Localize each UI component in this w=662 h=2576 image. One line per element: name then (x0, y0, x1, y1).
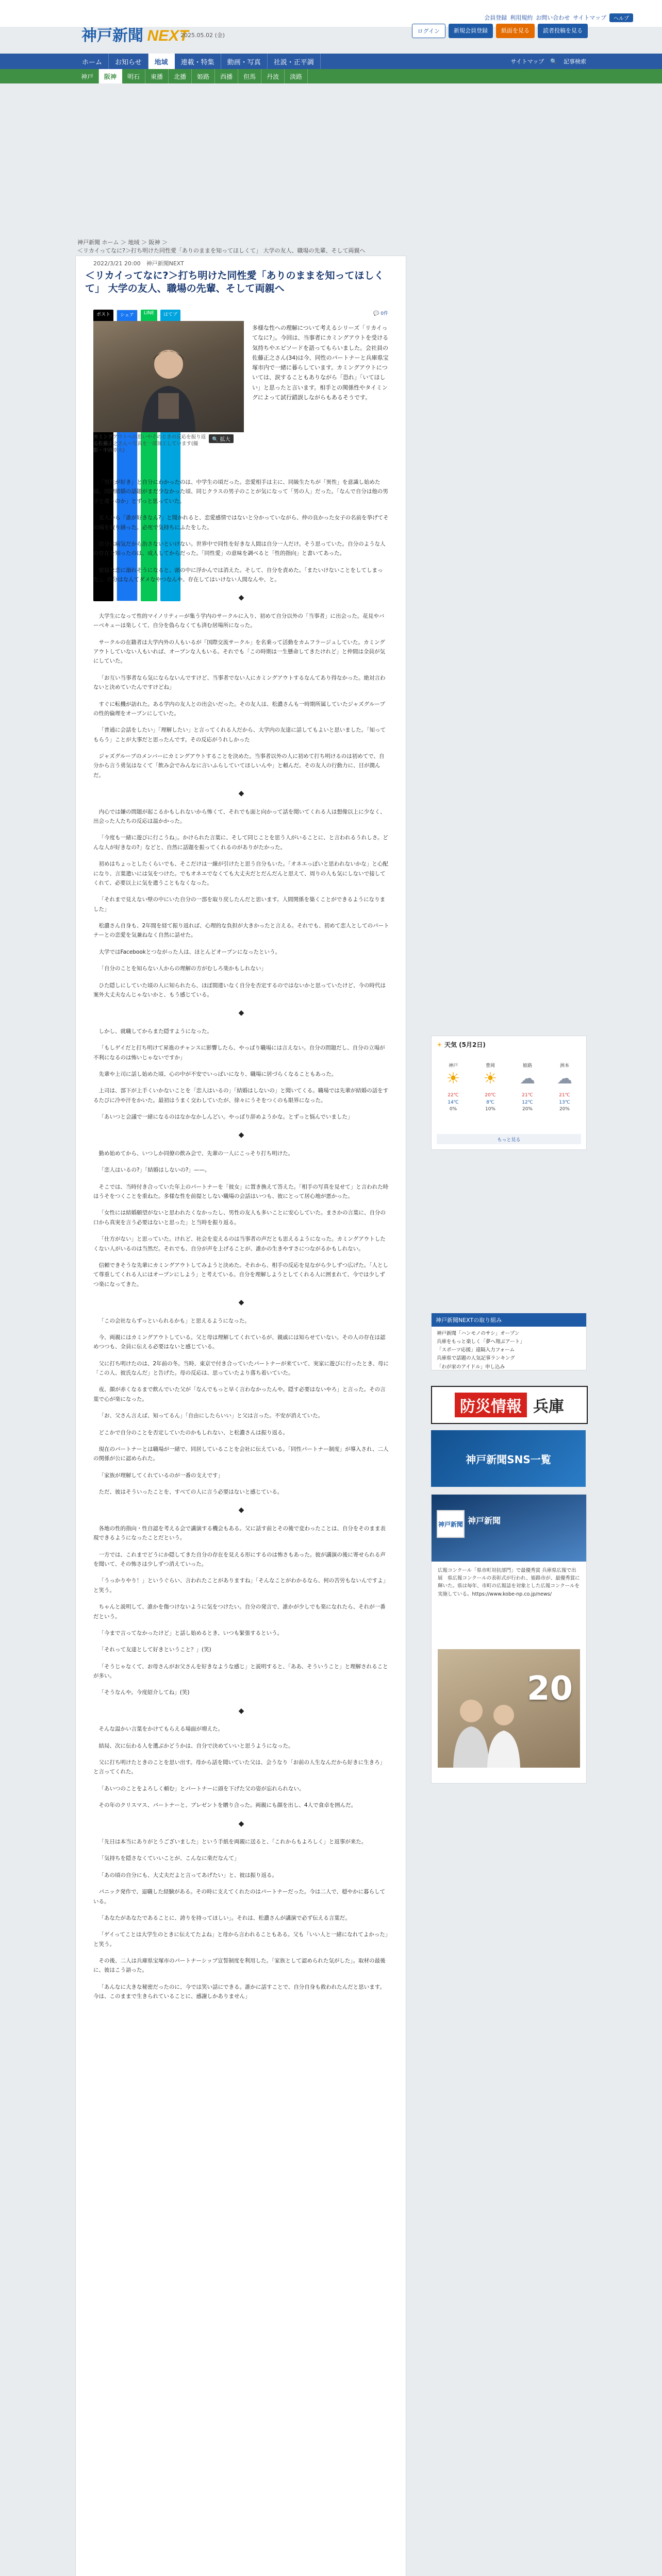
sns-list-banner[interactable] (431, 1430, 586, 1487)
photo-zoom-button[interactable] (209, 434, 234, 443)
article-paragraph: 上司は、部下が上手くいかないことを「恋人はいるの」「結婚はしないの」と聞いてくる。職場では先輩が結婚の話をするたびに冷や汗をかいた。最初はうまく交わしていたが、徐々にうそをつくのも限界になった。 (93, 1088, 389, 1104)
weather-city: 洲本 (559, 1063, 569, 1069)
photo-caption: カミングアウトへの思いやそのときの反応を振り返る佐藤正之さん＝写真を一部加工しています(撮影・中西幸大) (93, 434, 206, 453)
weather-city: 豊岡 (485, 1063, 495, 1069)
facebook-post-image[interactable] (438, 1649, 580, 1768)
subnav-awaji[interactable]: 淡路 (285, 69, 308, 83)
article-paragraph: 「お互い当事者なら気にならないんですけど、当事者でない人にカミングアウトするなんてあり得なかった。絶対言わないと決めていたんですけどね」 (93, 674, 386, 691)
weather-high: 22℃ (448, 1093, 459, 1098)
article-paragraph: その後、二人は兵庫県宝塚市のパートナーシップ宣誓制度を利用した。「家族として認められた気がした」。取材の最後に、彼はこう語った。 (93, 1958, 386, 1974)
article-paragraph: ただ、彼はそういったことを、すべての人に言う必要はないと感じている。 (98, 1489, 283, 1495)
article-paragraph: 密接な恋に溺れそうになると、頭の中に浮かんでは消えた。そして、自分を責めた。「またいけないことをしてしまった」。自分はなんてダメなやつなんや。存在してはいけない人間なんや、と。 (93, 567, 383, 583)
weather-col-toyooka[interactable] (474, 1062, 507, 1113)
cloud-icon: ☁ (520, 1070, 535, 1088)
weather-columns (437, 1062, 581, 1113)
site-logo[interactable] (81, 23, 189, 45)
article-paragraph: 先輩や上司に話し始めた頃、心の中が不安でいっぱいになり、職場に居づらくなることもあった。 (98, 1071, 337, 1077)
article-paragraph: どこかで自分のことを否定していたのかもしれない、と松濃さんは振り返る。 (98, 1429, 288, 1436)
sns-list-label: 神戸新聞SNS一覧 (466, 1453, 551, 1466)
article-paragraph: その年のクリスマス、パートナーと、プレゼントを贈り合った。両親にも顔を出し、4人で食卓を囲んだ。 (98, 1802, 357, 1809)
article-paragraph: パニック発作で、退職した経験がある。その時に支えてくれたのはパートナーだった。今は二人で、穏やかに暮らしている。 (93, 1889, 386, 1905)
article-photo[interactable] (93, 321, 244, 432)
article-paragraph: 夜、顔が赤くなるまで飲んでいた父が「なんでもっと早く言わなかったんや。隠す必要はないやろ」と言った。その言葉で心が楽になった。 (93, 1386, 386, 1402)
register-button[interactable]: 新規会員登録 (449, 24, 493, 38)
reader-post-button[interactable]: 読者投稿を見る (538, 24, 588, 38)
zoom-icon: 🔍 (212, 437, 219, 443)
article-paragraph: すぐに転機が訪れた。ある学内の友人との出会いだった。その友人は、松濃さんも一時期所属していたジャズグループの性的倫理をオープンにしていた。 (93, 701, 385, 717)
nav-notices[interactable]: お知らせ (109, 54, 148, 69)
share-x-button[interactable]: ポスト (93, 310, 113, 601)
top-strip (0, 0, 662, 8)
article-paragraph: 「仕方がない」と思っていた。けれど、社会を変えるのは当事者の声だとも思えるようになった。カミングアウトしたくない人がいるのは当然だ。それでも、自分が声を上げることが、誰かの生きやすさにつながるかもしれない。 (93, 1236, 386, 1252)
subnav-akashi[interactable]: 明石 (122, 69, 145, 83)
nav-region[interactable]: 地域 (148, 54, 175, 69)
article-paragraph: 父に打ち明けたときのことを思い出す。母から話を聞いていた父は、会うなり「お前の人生なんだから好きに生きろ」と言ってくれた。 (93, 1759, 386, 1775)
facebook-embed (431, 1494, 587, 1784)
article-paragraph: 「それまで見えない壁の中にいた自分の一部を取り戻したんだと思います。人間関係を築くことができるようになりました」 (93, 896, 386, 912)
zoom-label: 拡大 (220, 437, 230, 443)
sun-icon: ☀ (483, 1070, 498, 1088)
paper-view-button[interactable]: 紙面を見る (496, 24, 535, 38)
comment-count[interactable] (373, 310, 388, 316)
initiatives-item[interactable]: 兵庫県で話題の人気記事ランキング (437, 1355, 515, 1362)
article-paragraph: ジャズグループのメンバーにカミングアウトすることを決めた。当事者以外の人に初めて打ち明けるのは初めてで、自分から言う勇気はなくて「飲み会でみんなに言いふらしていてほしいんや」と頼んだ。その友人の行動力に、目が潤んだ。 (93, 753, 385, 778)
article-paragraph: 「それって友達として好きということ？」(笑) (98, 1647, 211, 1653)
article-paragraph: 「あいつのことをよろしく頼む」とパートナーに頭を下げた父の姿が忘れられない。 (98, 1785, 305, 1792)
article-body (93, 478, 389, 2011)
section-divider: ◆ (238, 789, 244, 798)
weather-high: 20℃ (485, 1093, 496, 1098)
comment-count-label: 0件 (380, 311, 388, 316)
article-paragraph: 「もしゲイだと打ち明けて昇進のチャンスに影響したら、やっぱり職場には言えない。自分の問題だし、自分の立場が不利になるのは怖いじゃないですか」 (93, 1045, 385, 1061)
article-paragraph: 「この会社ならずっといられるかも」と思えるようになった。 (98, 1317, 250, 1324)
article-paragraph: 「先日は本当にありがとうございました」という手紙を両親に送ると、「これからもよろしく」と返事が来た。 (98, 1839, 367, 1845)
sun-icon: ☀ (446, 1070, 460, 1088)
article-paragraph: 「普通に会話をしたい」「理解したい」と言ってくれる人だから、大学内の友達に話してもよいと思いました。「知ってもらう」ことが大事だと思ったんです。その反応がうれしかった (93, 727, 386, 743)
article-title: ＜リカイってなに?＞打ち明けた同性愛「ありのままを知ってほしくて」 大学の友人、職場の先輩、そして両親へ (85, 270, 384, 294)
utility-link-terms[interactable]: 利用規約 (510, 14, 533, 21)
weather-more-link[interactable]: もっと見る (437, 1134, 581, 1144)
nav-search[interactable]: 記事検索 (564, 58, 586, 65)
article-paragraph: そんな温かい言葉をかけてもらえる場面が増えた。 (98, 1726, 223, 1733)
facebook-page-name[interactable]: 神戸新聞 (468, 1516, 501, 1526)
header-actions (412, 24, 588, 38)
article-paragraph: 「家族が理解してくれているのが一番の支えです」 (98, 1472, 223, 1479)
subnav-tajima[interactable]: 但馬 (238, 69, 261, 83)
article-paragraph: 「うっかりやり！」というぐらい、言われたことがありますね」「そんなことがわかるなら、何の苦労もないんですよ」と笑う。 (93, 1578, 389, 1594)
weather-city: 神戸 (448, 1063, 458, 1069)
article-card (75, 256, 406, 2576)
logo-main: 神戸新聞 (81, 27, 143, 44)
subnav-himeji[interactable]: 姫路 (192, 69, 215, 83)
initiatives-list (432, 1330, 586, 1371)
article-paragraph: 「恋人はいるの?」「結婚はしないの?」——。 (98, 1167, 210, 1174)
disaster-info-banner[interactable] (431, 1386, 588, 1424)
article-paragraph: しかし、就職してからまた隠すようになった。 (98, 1028, 212, 1035)
facebook-post-text: 広報コンクール「県市町対抗部門」で最優秀賞 兵庫県広報で出展 県広報コンクールの表彰式が行われ、姫路市が、最優秀賞に輝いた。県は毎年、市町の広報誌を対象とした広報コンクールを実施している。https://www.kobe-np.co.jp/news/ (438, 1568, 580, 1597)
weather-widget (431, 1036, 587, 1150)
section-divider: ◆ (238, 1131, 244, 1140)
article-paragraph: 「あいつと会議で一緒になるのはなかなかしんどい。やっぱり辞めようかな。とずっと悩んでいました」 (98, 1114, 353, 1120)
disaster-info-region: 兵庫 (533, 1398, 564, 1416)
weather-temps (474, 1092, 507, 1113)
utility-link-register[interactable]: 会員登録 (484, 14, 507, 21)
weather-rain: 10% (485, 1107, 495, 1112)
article-paragraph: 松濃さん自身も、2年間を経て振り返れば、心理的な負担が大きかったと言える。それでも、初めて恋人としてのパートナーとの恋愛を気兼ねなく自然に話せた。 (93, 923, 389, 939)
article-paragraph: 「今まで言ってなかったけど」と話し始めるとき、いつも緊張するという。 (98, 1630, 283, 1636)
utility-link-inquiry[interactable]: お問い合わせ (536, 14, 570, 21)
site-header (77, 20, 588, 50)
article-paragraph: 各地の性的指向・性自認を考える会で講演する機会もある。父に話す前とその後で変わったことは、自分をそのまま表現できるようになったことだという。 (93, 1525, 386, 1541)
initiatives-item[interactable]: 兵庫をもっと楽しく「夢へ翔ぶアート」 (437, 1339, 525, 1345)
article-paragraph: 一方では、これまでどうにか隠してきた自分の存在を見える形にするのは怖さもあった。彼が講演の後に寄せられる声を聞いて、その怖さは少しずつ消えていった。 (93, 1551, 386, 1567)
initiatives-item[interactable]: 神戸新聞「ハンモノのサシ」オープン (437, 1331, 520, 1336)
section-divider: ◆ (238, 1009, 244, 1018)
article-paragraph: そこでは、当時付き合っていた年上のパートナーを「彼女」に置き換えて答えた。「相手の写真を見せて」と言われた時はうそをつくことを重ねた。多様な性を前提としない職場の会話はいつも、彼にとって居心地が悪かった。 (93, 1183, 389, 1199)
article-paragraph: 初めはちょっとしたくらいでも、そこだけは一線が引けたと思う自分もいた。「オネエっぽいと思われないかな」と心配になり、言葉遣いには気をつけた。でもオネエでなくても大丈夫だとだんだんと思えて、周りの人も気にしないで接してくれて、必要以上に気を遣うこともなくなった。 (93, 861, 388, 886)
article-paragraph: 「気持ちを隠さなくていいことが、こんなに楽だなんて」 (98, 1855, 240, 1862)
article-paragraph: 今、両親にはカミングアウトしている。父と母は理解してくれているが、親戚には知らせていない。その人の存在は認めつつも、全員に伝える必要はないと感じている。 (93, 1334, 386, 1350)
article-paragraph: サークルの在籍者は大学内外の人もいるが「国際交流サークル」を名乗って活動をカムフラージュしていた。カミングアウトしていない人もいれば、オープンな人もいる。それでも「この時期は一生懸命してきたけれど」と仲間は全員が気にしていた。 (93, 639, 386, 665)
initiatives-item[interactable]: 「スポーツ応援」遠隔入力フォーム (437, 1347, 515, 1353)
article-paragraph: 内心では嫌の問題が起こるかもしれないから怖くて、それでも面と向かって話を聞いてくれる人は想像以上に少なく、出会った人たちの反応は温かかった。 (93, 808, 386, 824)
section-divider: ◆ (238, 1298, 244, 1307)
article-lead: 多様な性への理解について考えるシリーズ「リカイってなに?」。今回は、当事者にカミングアウトを受ける気持ちやエピソードを語ってもらいました。会社員の佐藤正之さん(34)は今、同性のパートナーと兵庫県宝塚市内で一緒に暮らしています。カミングアウトについては、涙することもありながら「恐れ」「いてほしい」と思ったと言います。相手との関係性やタイミングによって試行錯誤しながらもあるそうです。 (252, 325, 389, 401)
article-paragraph: 大学生になって性的マイノリティーが集う学内のサークルに入り、初めて自分以外の「当事者」に出会った。花見やバーベキューは楽しくて、自分を偽らなくても済む居場所になった。 (93, 613, 385, 629)
login-button[interactable]: ログイン (412, 24, 445, 38)
nav-series[interactable]: 連載・特集 (175, 54, 221, 69)
search-icon[interactable]: 🔍 (550, 58, 557, 65)
subnav-tamba[interactable]: 丹波 (261, 69, 285, 83)
main-nav (0, 54, 662, 69)
weather-rain: 20% (522, 1107, 533, 1112)
article-paragraph: 自分は病気だから治さないといけない。世界中で同性を好きな人間は自分一人だけ。そう思っていた。自分のような人の存在を知ったのは、成人してからだった。「同性愛」の意味を調べると「性的指向」と書いてあった。 (93, 540, 386, 557)
article-date: 2022/3/21 20:00 神戸新聞NEXT (93, 260, 184, 267)
utility-link-sitemap[interactable]: サイトマップ (573, 14, 606, 21)
nav-video-photo[interactable]: 動画・写真 (221, 54, 268, 69)
initiatives-item[interactable]: 「わが家のアイドル」申し込み (437, 1364, 505, 1370)
facebook-cover[interactable] (432, 1495, 586, 1562)
weather-low: 13℃ (559, 1099, 570, 1105)
header-date: 2025.05.02 (金) (180, 32, 225, 39)
weather-low: 8℃ (486, 1099, 494, 1105)
weather-high: 21℃ (559, 1093, 570, 1098)
facebook-image-number: 20 (526, 1670, 573, 1708)
share-facebook-button[interactable]: シェア (117, 310, 138, 601)
nav-home[interactable]: ホーム (76, 54, 109, 69)
facebook-avatar[interactable]: 神戸新聞 (437, 1510, 465, 1538)
weather-high: 21℃ (522, 1093, 533, 1098)
article-paragraph: 「あなたがあなたであることに、誇りを持ってほしい」。それは、松濃さんが講演で必ず伝える言葉だ。 (98, 1914, 351, 1921)
weather-col-sumoto[interactable] (548, 1062, 581, 1113)
subnav-hokuban[interactable]: 北播 (169, 69, 192, 83)
weather-city: 姫路 (522, 1063, 532, 1069)
nav-editorial[interactable]: 社説・正平調 (268, 54, 321, 69)
weather-temps (437, 1092, 470, 1113)
weather-title (432, 1036, 586, 1049)
weather-low: 14℃ (448, 1099, 459, 1105)
article-paragraph: 「今度も一緒に遊びに行こうね」。かけられた言葉に、そして同じことを思う人がいることに、と言われるうれしさ。どんな人が好きなの?」などと、自然に話題を振ってくれるのがありがたかった。 (93, 835, 388, 851)
disaster-info-label: 防災情報 (455, 1393, 527, 1417)
share-line-button[interactable]: LINE (141, 310, 157, 601)
breadcrumb[interactable]: 神戸新聞 ホーム ＞ 地域 ＞ 阪神 ＞ (77, 239, 168, 246)
breadcrumb-current: ＜リカイってなに?＞打ち明けた同性愛「ありのままを知ってほしくて」 大学の友人、職場の先輩、そして両親へ (77, 247, 366, 254)
article-paragraph: 結局、次に伝わる人を選ぶかどうかは、自分で決めていいと思うようになった。 (98, 1742, 294, 1749)
kobe-np-initiatives (431, 1313, 587, 1370)
subnav-kobe[interactable]: 神戸 (76, 69, 99, 83)
article-paragraph: 「お、父さん言えば、知ってるん」「自由にしたらいい」と父は言った。不安が消えていた。 (98, 1413, 324, 1419)
article-paragraph: 「女性には結婚願望がないと思われたくなかったし、男性の友人も多いことに安心していた。まさかの言葉に、自分の口から真実を言う必要はないと思った」と当時を振り返る。 (93, 1210, 386, 1226)
article-paragraph: 「ゲイってことは大学生のときに伝えてたよね」と母から言われることもある。父も「いい人と一緒になれてよかった」と笑う。 (93, 1931, 388, 1947)
subnav-seiban[interactable]: 西播 (215, 69, 238, 83)
article-paragraph: ひた隠しにしていた頃の人に知られたら、ほぼ間違いなく自分を否定するのではないかと思っていたけど、今の時代は案外大丈夫なんじゃないかと、もう感じている。 (93, 982, 386, 998)
people-photo (448, 1685, 525, 1768)
article-paragraph: 現在のパートナーとは職場が一緒で、同居していることを会社に伝えている。「同性パートナー制度」が導入され、二人の関係が公に認められた。 (93, 1446, 389, 1462)
article-paragraph: 「自分のことを知らない人からの理解の方がむしろ楽かもしれない」 (98, 965, 267, 972)
article-paragraph: ちゃんと説明して、誰かを傷つけないように気をつけたい。自分の発言で、誰かが少しでも楽になれたら、それが一番だという。 (93, 1604, 386, 1620)
weather-low: 12℃ (522, 1099, 533, 1105)
nav-sitemap[interactable]: サイトマップ (510, 58, 544, 65)
region-subnav (0, 69, 662, 83)
share-hatena-button[interactable]: はてブ (160, 310, 180, 601)
weather-rain: 20% (559, 1107, 570, 1112)
subnav-hanshin[interactable]: 阪神 (99, 69, 122, 83)
article-paragraph: 「そうじゃなくて、お母さんがお父さんを好きなような感じ」と説明すると、「ああ、そういうこと」と理解されることが多い。 (93, 1663, 388, 1679)
section-divider: ◆ (238, 1706, 244, 1715)
section-divider: ◆ (238, 1506, 244, 1515)
initiatives-title: 神戸新聞NEXTの取り組み (432, 1313, 586, 1327)
help-button[interactable]: ヘルプ (609, 13, 633, 22)
article-paragraph: 「あんなに大きな秘密だったのに、今では笑い話にできる。誰かに話すことで、自分自身も救われたんだと思います。今は、このままで生きられていることに、感謝しかありません」 (93, 1984, 385, 2000)
section-divider: ◆ (238, 1819, 244, 1828)
article-paragraph: 「男性が好き」と自分にわかったのは、中学生の頃だった。恋愛相手は主に、同級生たちが「異性」を意識し始めた頃。国際結婚の話題がまだ少なかった頃、同じクラスの男子のことが気になって「男の人」だった。「なんで自分は他の男子と違うのか」とずっと思っていた。 (93, 479, 388, 504)
weather-temps (511, 1092, 544, 1113)
article-paragraph: 勤め始めてから、いつしか同僚の飲み会で、先輩の一人にこっそり打ち明けた。 (98, 1150, 294, 1157)
article-paragraph: 父に打ち明けたのは、2年前の冬。当時、東京で付き合っていたパートナーが来ていて、実家に遊びに行ったとき、母に「この人、彼氏なんだ」と告げた。母の反応は、思っていたより落ち着いていた。 (93, 1360, 389, 1376)
weather-title-text: 天気 (5月2日) (444, 1041, 486, 1048)
weather-rain: 0% (449, 1107, 457, 1112)
article-paragraph: 信頼できそうな先輩にカミングアウトしてみようと決めた。それから、相手の反応を見ながら少しずつ広げた。「人として尊重してくれる人にはオープンにしよう」と考えている。自分を理解しようとしてくれる人に囲まれて、今では少しずつ楽になってきた。 (93, 1262, 389, 1287)
person-silhouette (138, 342, 200, 432)
comment-icon: 💬 (373, 311, 379, 316)
article-paragraph: 大学ではFacebookとつながった人は、ほとんどオープンになったという。 (98, 948, 281, 955)
weather-temps (548, 1092, 581, 1113)
article-paragraph: 「あの頃の自分にも、大丈夫だよと言ってあげたい」と、彼は振り返る。 (98, 1872, 277, 1878)
cloud-icon: ☁ (557, 1070, 572, 1088)
section-divider: ◆ (238, 594, 244, 602)
article-paragraph: 友人から「誰が好きなん?」と聞かれると、恋愛感情ではないと分かっていながら、仲の良かった女子の名前を挙げてその場を取り繕った。必死で気持ちにふたをした。 (93, 515, 389, 531)
subnav-touban[interactable]: 東播 (145, 69, 169, 83)
weather-col-himeji[interactable] (511, 1062, 544, 1113)
weather-col-kobe[interactable] (437, 1062, 470, 1113)
logo-accent: NEXT (147, 27, 189, 44)
sun-icon: ☀ (437, 1041, 442, 1048)
article-paragraph: 「そうなんや。今度紹介してね」(笑) (98, 1689, 190, 1696)
